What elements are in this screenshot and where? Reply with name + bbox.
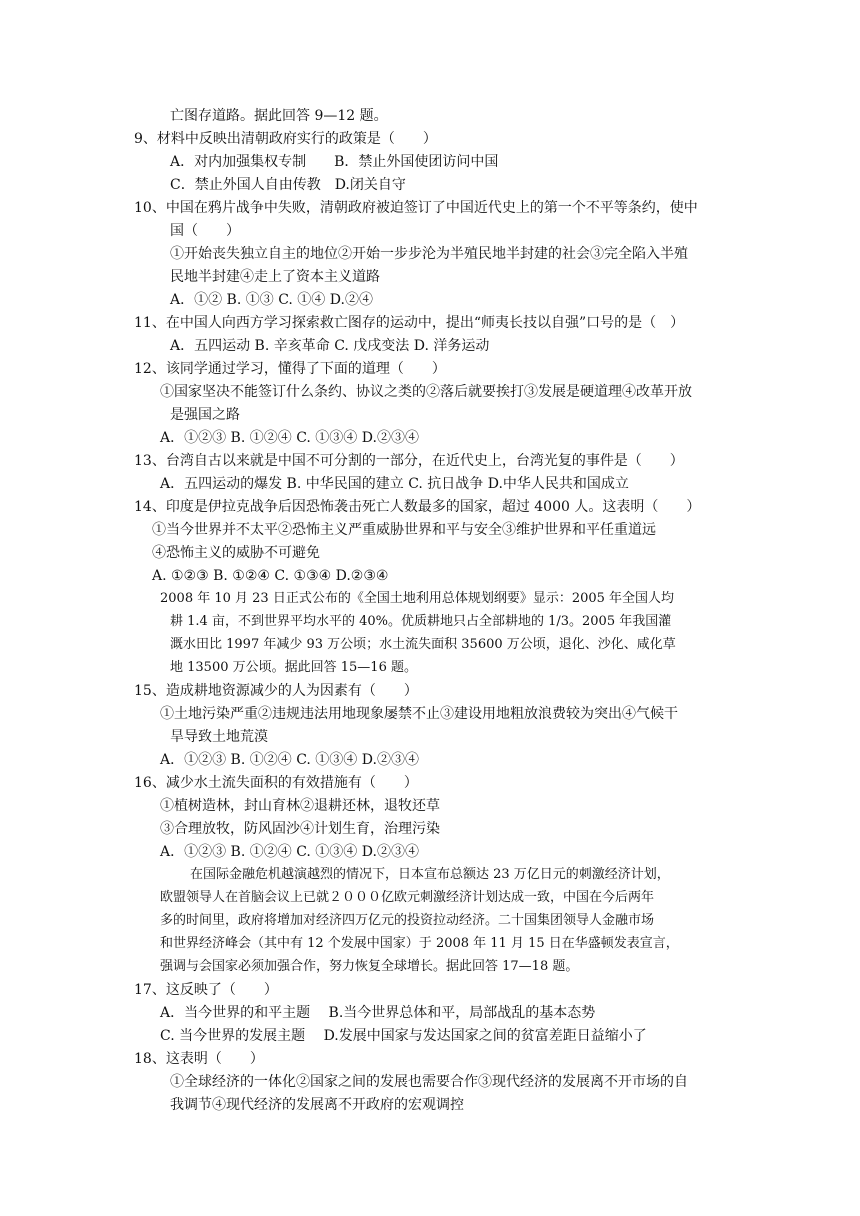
material-line: 多的时间里，政府将增加对经济四万亿元的投资拉动经济。二十国集团领导人金融市场 bbox=[160, 913, 655, 928]
question-18: 18、这表明（ ） bbox=[134, 1051, 264, 1067]
question-14: 14、印度是伊拉克战争后因恐怖袭击死亡人数最多的国家，超过 4000 人。这表明（ ） bbox=[134, 499, 701, 515]
statement-line: 民地半封建④走上了资本主义道路 bbox=[170, 269, 380, 285]
option-line: A．①②③ B. ①②④ C. ①③④ D.②③④ bbox=[160, 844, 419, 860]
question-17: 17、这反映了（ ） bbox=[134, 982, 278, 998]
question-10: 10、中国在鸦片战争中失败，清朝政府被迫签订了中国近代史上的第一个不平等条约，使中 bbox=[134, 200, 698, 216]
material-line: 2008 年 10 月 23 日正式公布的《全国土地利用总体规划纲要》显示：2005 年全国人均 bbox=[160, 591, 675, 606]
option-line: A．当今世界的和平主题 B.当今世界总体和平，局部战乱的基本态势 bbox=[160, 1005, 596, 1021]
option-line: A．五四运动 B. 辛亥革命 C. 戊戌变法 D. 洋务运动 bbox=[170, 338, 490, 354]
option-line: A．①②③ B. ①②④ C. ①③④ D.②③④ bbox=[160, 752, 419, 768]
material-line: 强调与会国家必须加强合作，努力恢复全球增长。据此回答 17—18 题。 bbox=[160, 959, 579, 974]
question-11: 11、在中国人向西方学习探索救亡图存的运动中，提出“师夷长技以自强”口号的是（ ） bbox=[134, 315, 685, 331]
option-line: A．①② B. ①③ C. ①④ D.②④ bbox=[170, 292, 373, 308]
option-line: C. 当今世界的发展主题 D.发展中国家与发达国家之间的贫富差距日益缩小了 bbox=[160, 1028, 647, 1044]
option-line: A．对内加强集权专制 B．禁止外国使团访问中国 bbox=[170, 154, 499, 170]
statement-line: 是强国之路 bbox=[170, 407, 240, 423]
question-12: 12、该同学通过学习，懂得了下面的道理（ ） bbox=[134, 361, 446, 377]
statement-line: ①植树造林，封山育林②退耕还林，退牧还草 bbox=[160, 798, 440, 814]
question-15: 15、造成耕地资源减少的人为因素有（ ） bbox=[134, 683, 418, 699]
statement-line: ①全球经济的一体化②国家之间的发展也需要合作③现代经济的发展离不开市场的自 bbox=[170, 1074, 688, 1090]
material-line: 溉水田比 1997 年减少 93 万公顷；水土流失面积 35600 万公顷，退化、沙化、咸化草 bbox=[170, 637, 676, 652]
statement-line: 我调节④现代经济的发展离不开政府的宏观调控 bbox=[170, 1097, 464, 1113]
statement-line: ①当今世界并不太平②恐怖主义严重威胁世界和平与安全③维护世界和平任重道远 bbox=[152, 522, 656, 538]
question-13: 13、台湾自古以来就是中国不可分割的一部分，在近代史上，台湾光复的事件是（ ） bbox=[134, 453, 684, 469]
statement-line: ①国家坚决不能签订什么条约、协议之类的②落后就要挨打③发展是硬道理④改革开放 bbox=[160, 384, 692, 400]
statement-line: ④恐怖主义的威胁不可避免 bbox=[152, 545, 320, 561]
material-line: 在国际金融危机越演越烈的情况下，日本宣布总额达 23 万亿日元的刺激经济计划， bbox=[190, 867, 670, 882]
option-line: A. ①②③ B. ①②④ C. ①③④ D.②③④ bbox=[152, 568, 389, 584]
material-line: 耕 1.4 亩，不到世界平均水平的 40%。优质耕地只占全部耕地的 1/3。2005 年我国灌 bbox=[170, 614, 672, 629]
option-line: C．禁止外国人自由传教 D.闭关自守 bbox=[170, 177, 406, 193]
material-line: 欧盟领导人在首脑会议上已就２０００亿欧元刺激经济计划达成一致，中国在今后两年 bbox=[160, 890, 655, 905]
option-line: A．①②③ B. ①②④ C. ①③④ D.②③④ bbox=[160, 430, 419, 446]
statement-line: ①开始丧失独立自主的地位②开始一步步沦为半殖民地半封建的社会③完全陷入半殖 bbox=[170, 246, 688, 262]
statement-line: 旱导致土地荒漠 bbox=[170, 729, 268, 745]
material-line: 地 13500 万公顷。据此回答 15—16 题。 bbox=[170, 660, 417, 675]
statement-line: ③合理放牧，防风固沙④计划生育，治理污染 bbox=[160, 821, 440, 837]
option-line: A．五四运动的爆发 B. 中华民国的建立 C. 抗日战争 D.中华人民共和国成立 bbox=[160, 476, 629, 492]
question-16: 16、减少水土流失面积的有效措施有（ ） bbox=[134, 775, 418, 791]
material-line: 和世界经济峰会（其中有 12 个发展中国家）于 2008 年 11 月 15 日在华盛顿发表宣言， bbox=[160, 936, 679, 951]
question-9: 9、材料中反映出清朝政府实行的政策是（ ） bbox=[134, 131, 437, 147]
statement-line: ①土地污染严重②违规违法用地现象屡禁不止③建设用地粗放浪费较为突出④气候干 bbox=[160, 706, 678, 722]
text-line: 亡图存道路。据此回答 9—12 题。 bbox=[170, 108, 388, 124]
text-line: 国（ ） bbox=[170, 223, 240, 239]
